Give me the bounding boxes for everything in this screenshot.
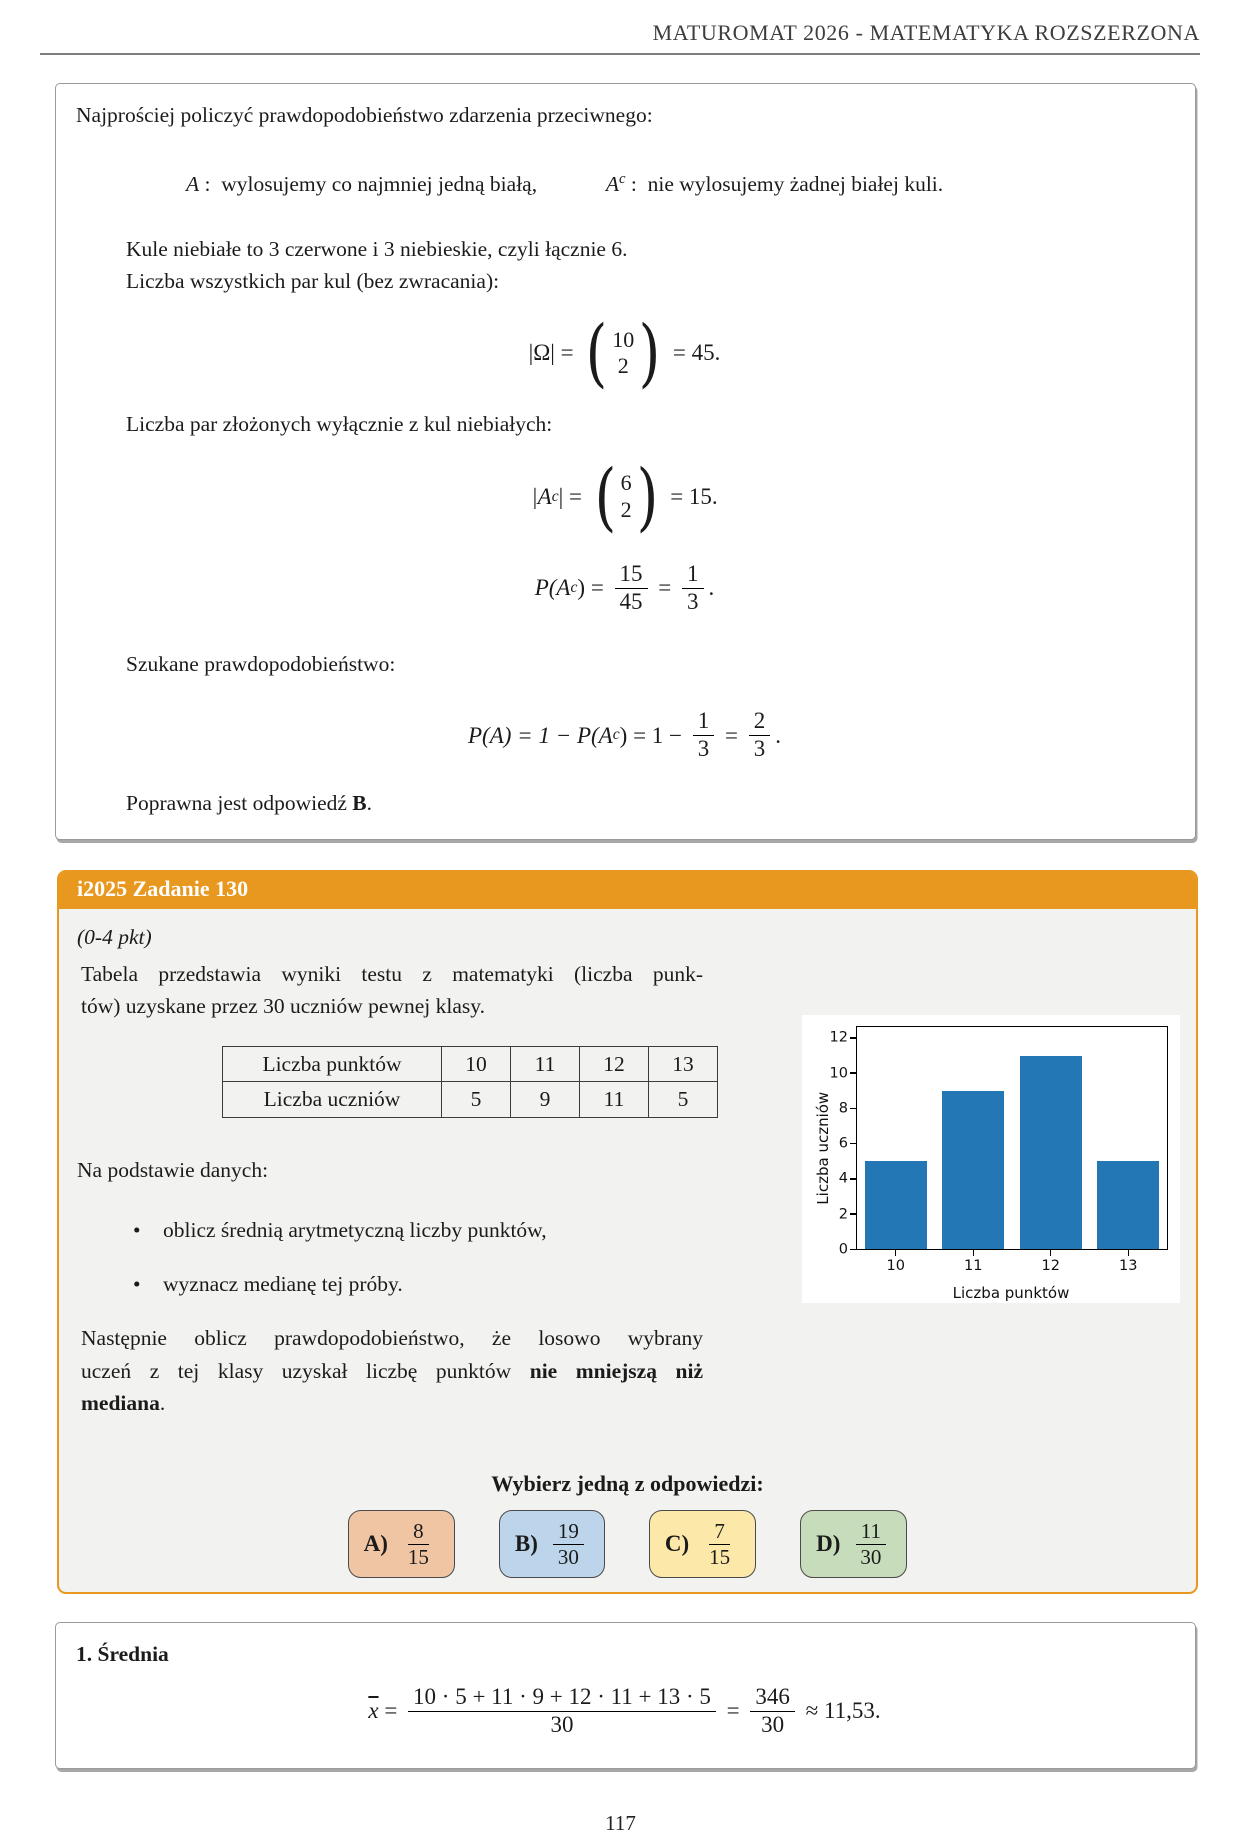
mean-result-fraction bbox=[750, 1684, 795, 1738]
event-definitions bbox=[186, 169, 1173, 200]
x-tick-label: 13 bbox=[1119, 1258, 1138, 1275]
mean-approx: ≈ 11,53. bbox=[799, 1698, 881, 1724]
bullet-text: oblicz średnią arytmetyczną liczby punktów, bbox=[163, 1217, 547, 1242]
binomial-bottom: 2 bbox=[617, 353, 629, 379]
option-letter: D) bbox=[816, 1530, 841, 1556]
y-tick-mark bbox=[850, 1037, 857, 1038]
fraction-denominator: 30 bbox=[557, 1544, 579, 1569]
event-ac-symbol: A bbox=[605, 172, 619, 197]
fraction-numerator: 7 bbox=[709, 1519, 730, 1544]
conclusion-answer: B bbox=[352, 791, 367, 816]
y-tick-label: 10 bbox=[829, 1064, 848, 1081]
conclusion-line bbox=[126, 788, 1173, 819]
option-letter: C) bbox=[664, 1530, 690, 1556]
question-line3-bold: mediana bbox=[81, 1390, 160, 1415]
answer-option-c[interactable] bbox=[649, 1510, 756, 1578]
y-tick-mark bbox=[850, 1143, 857, 1144]
option-fraction bbox=[704, 1519, 735, 1568]
table-cell: 11 bbox=[511, 1047, 580, 1082]
right-paren: ) bbox=[638, 309, 661, 396]
x-tick-label: 12 bbox=[1041, 1258, 1060, 1275]
bullet-icon: • bbox=[133, 1217, 141, 1242]
fraction-2-3 bbox=[749, 708, 771, 762]
binomial-6-2 bbox=[591, 453, 662, 540]
y-tick-label: 4 bbox=[838, 1170, 848, 1187]
task-body bbox=[59, 909, 1196, 1592]
task-box bbox=[57, 870, 1198, 1594]
binomial-top: 10 bbox=[612, 326, 635, 352]
y-tick-label: 2 bbox=[838, 1205, 848, 1222]
fraction-numerator: 19 bbox=[553, 1519, 584, 1544]
y-tick-label: 6 bbox=[838, 1135, 848, 1152]
formula-pac-period: . bbox=[708, 575, 715, 601]
question-line3-period: . bbox=[159, 1390, 166, 1415]
task-intro bbox=[81, 958, 703, 1023]
formula-omega bbox=[76, 309, 1173, 396]
formula-pa-period: . bbox=[775, 722, 781, 748]
fraction-numerator: 2 bbox=[749, 708, 771, 735]
y-tick-label: 0 bbox=[838, 1241, 848, 1258]
table-cell: 9 bbox=[511, 1082, 580, 1117]
mean-eq2: = bbox=[720, 1698, 746, 1724]
question-line2-bold: nie mniejszą niż bbox=[529, 1358, 704, 1383]
fraction-denominator: 30 bbox=[761, 1711, 785, 1737]
formula-pa-lhs: P(A) = 1 − P(A bbox=[468, 722, 613, 748]
formula-pac-eq2: = bbox=[652, 575, 678, 601]
event-a-colon: : bbox=[199, 172, 222, 197]
answer-option-b[interactable] bbox=[499, 1510, 605, 1578]
binomial-10-2 bbox=[582, 309, 664, 396]
fraction-denominator: 15 bbox=[407, 1544, 429, 1569]
y-tick-label: 12 bbox=[829, 1029, 848, 1046]
x-tick-label: 10 bbox=[886, 1258, 905, 1275]
bar-11 bbox=[942, 1091, 1004, 1250]
fraction-denominator: 30 bbox=[860, 1544, 882, 1569]
fraction-numerator: 1 bbox=[682, 561, 704, 588]
y-tick-mark bbox=[850, 1108, 857, 1109]
chart-x-axis-label: Liczba punktów bbox=[952, 1284, 1070, 1303]
binomial-bottom: 2 bbox=[620, 496, 632, 522]
liczba-wszystkich-line: Liczba wszystkich par kul (bez zwracania): bbox=[126, 268, 500, 293]
binomial-stack bbox=[620, 470, 633, 523]
formula-pac-eq: ) = bbox=[577, 575, 610, 601]
formula-ac-rhs: = 15. bbox=[664, 484, 718, 510]
y-tick-mark bbox=[850, 1249, 857, 1250]
fraction-denominator: 15 bbox=[709, 1544, 731, 1569]
paragraph-kule bbox=[126, 234, 1173, 296]
paragraph-szukane: Szukane prawdopodobieństwo: bbox=[126, 652, 396, 677]
formula-pa-mid: ) = 1 − bbox=[619, 722, 688, 748]
formula-pa-eq: = bbox=[719, 722, 744, 748]
fraction-numerator: 8 bbox=[408, 1519, 429, 1544]
question-line3 bbox=[81, 1387, 703, 1419]
bar-chart bbox=[802, 1015, 1180, 1303]
fraction-numerator: 11 bbox=[856, 1519, 886, 1544]
fraction-numerator: 1 bbox=[693, 708, 715, 735]
page-header-title: MATUROMAT 2026 - MATEMATYKA ROZSZERZONA bbox=[652, 20, 1200, 45]
task-header: i2025 Zadanie 130 bbox=[59, 872, 1196, 909]
option-fraction bbox=[855, 1519, 886, 1568]
mean-main-fraction bbox=[408, 1684, 716, 1738]
option-fraction bbox=[403, 1519, 434, 1568]
formula-omega-lhs: |Ω| = bbox=[528, 340, 580, 366]
table-cell: 13 bbox=[649, 1047, 718, 1082]
event-ac-superscript: c bbox=[619, 171, 626, 188]
formula-ac: |A c | = ( 6 2 ) = 15. bbox=[531, 453, 718, 540]
mean-heading: 1. Średnia bbox=[76, 1642, 169, 1667]
kule-line: Kule niebiałe to 3 czerwone i 3 niebieskie, czyli łącznie 6. bbox=[126, 237, 628, 262]
fraction-numerator: 15 bbox=[615, 561, 648, 588]
table-cell: 5 bbox=[649, 1082, 718, 1117]
left-paren: ( bbox=[594, 453, 616, 540]
y-tick-mark bbox=[850, 1213, 857, 1214]
bar-10 bbox=[865, 1161, 927, 1249]
fraction-numerator: 10 · 5 + 11 · 9 + 12 · 11 + 13 · 5 bbox=[408, 1684, 716, 1711]
fraction-1-3 bbox=[682, 561, 704, 615]
choose-answer-heading: Wybierz jedną z odpowiedzi: bbox=[491, 1471, 764, 1497]
right-paren: ) bbox=[636, 453, 658, 540]
option-letter: B) bbox=[514, 1530, 538, 1556]
table-row bbox=[223, 1047, 718, 1082]
mean-box bbox=[55, 1622, 1196, 1769]
fraction-denominator: 3 bbox=[697, 735, 710, 761]
question-line2 bbox=[81, 1355, 703, 1387]
fraction-denominator: 3 bbox=[753, 735, 766, 761]
conclusion-period: . bbox=[366, 791, 373, 816]
binomial-stack bbox=[611, 327, 635, 380]
option-letter: A) bbox=[363, 1530, 388, 1556]
fraction-15-45 bbox=[615, 561, 648, 615]
score-table bbox=[222, 1046, 718, 1118]
formula-ac-lhs: |A bbox=[531, 484, 552, 510]
formula-ac-lhs2: | = bbox=[558, 484, 588, 510]
bar-13 bbox=[1097, 1161, 1159, 1249]
conclusion-prefix: Poprawna jest odpowiedź bbox=[126, 791, 353, 816]
x-tick-mark bbox=[973, 1249, 974, 1256]
event-a-symbol: A bbox=[186, 172, 200, 197]
table-cell: 10 bbox=[442, 1047, 511, 1082]
answer-options bbox=[77, 1510, 1178, 1578]
task-intro-line2: tów) uzyskane przez 30 uczniów pewnej klasy. bbox=[81, 993, 485, 1018]
formula-omega-rhs: = 45. bbox=[667, 340, 721, 366]
mean-eq: = bbox=[378, 1698, 404, 1724]
fraction-denominator: 30 bbox=[550, 1711, 574, 1737]
question-line1: Następnie oblicz prawdopodobieństwo, że losowo wybrany bbox=[81, 1326, 703, 1351]
table-cell: 5 bbox=[442, 1082, 511, 1117]
option-fraction bbox=[553, 1519, 584, 1568]
solution-box bbox=[55, 83, 1196, 840]
chart-y-axis-label: Liczba uczniów bbox=[813, 1092, 832, 1205]
answer-option-a[interactable] bbox=[348, 1510, 455, 1578]
formula-pac-lhs: P(A bbox=[534, 575, 571, 601]
y-tick-label: 8 bbox=[838, 1100, 848, 1117]
paragraph-liczba-par: Liczba par złożonych wyłącznie z kul niebiałych: bbox=[126, 412, 553, 437]
event-ac-colon: : bbox=[625, 172, 648, 197]
x-tick-mark bbox=[895, 1249, 896, 1256]
based-on-line: Na podstawie danych: bbox=[77, 1157, 269, 1182]
question-line2-regular: uczeń z tej klasy uzyskał liczbę punktów bbox=[81, 1358, 530, 1383]
chart-axes bbox=[829, 1026, 1168, 1275]
table-row bbox=[223, 1082, 718, 1117]
table-cell: 12 bbox=[580, 1047, 649, 1082]
task-points: (0-4 pkt) bbox=[77, 925, 152, 950]
table-header-students: Liczba uczniów bbox=[223, 1082, 442, 1117]
x-tick-mark bbox=[1050, 1249, 1051, 1256]
probability-question bbox=[81, 1322, 703, 1419]
solution-intro: Najprościej policzyć prawdopodobieństwo zdarzenia przeciwnego: bbox=[76, 103, 653, 127]
x-tick-mark bbox=[1128, 1249, 1129, 1256]
task-intro-line1: Tabela przedstawia wyniki testu z matematyki (liczba punk- bbox=[81, 961, 703, 986]
table-cell: 11 bbox=[580, 1082, 649, 1117]
table-header-points: Liczba punktów bbox=[223, 1047, 442, 1082]
bullet-text: wyznacz medianę tej próby. bbox=[163, 1272, 403, 1297]
page-number: 117 bbox=[605, 1811, 636, 1836]
x-tick-label: 11 bbox=[964, 1258, 983, 1275]
binomial-top: 6 bbox=[620, 470, 632, 496]
answer-option-d[interactable] bbox=[800, 1510, 907, 1578]
fraction-1-3 bbox=[693, 708, 715, 762]
fraction-numerator: 346 bbox=[750, 1684, 795, 1711]
y-tick-mark bbox=[850, 1072, 857, 1073]
event-ac-text: nie wylosujemy żadnej białej kuli. bbox=[647, 172, 944, 197]
fraction-denominator: 3 bbox=[687, 588, 699, 614]
bullet-icon: • bbox=[133, 1272, 141, 1297]
mean-variable: $\overline{x}$ bbox=[368, 1698, 379, 1724]
mean-formula bbox=[76, 1684, 1173, 1738]
event-a-text: wylosujemy co najmniej jedną białą, bbox=[221, 172, 538, 197]
header-rule bbox=[40, 53, 1200, 55]
bar-12 bbox=[1020, 1056, 1082, 1250]
formula-pac: P(A c ) = $\frac{15}{45}$ = $\frac{1}{3}$ . bbox=[534, 561, 715, 614]
y-tick-mark bbox=[850, 1178, 857, 1179]
fraction-denominator: 45 bbox=[619, 588, 643, 614]
left-paren: ( bbox=[586, 309, 608, 396]
formula-pa: P(A) = 1 − P(A c ) = 1 − $\frac{1}{3}$ = $\frac{2}{3}$ . bbox=[468, 708, 781, 761]
